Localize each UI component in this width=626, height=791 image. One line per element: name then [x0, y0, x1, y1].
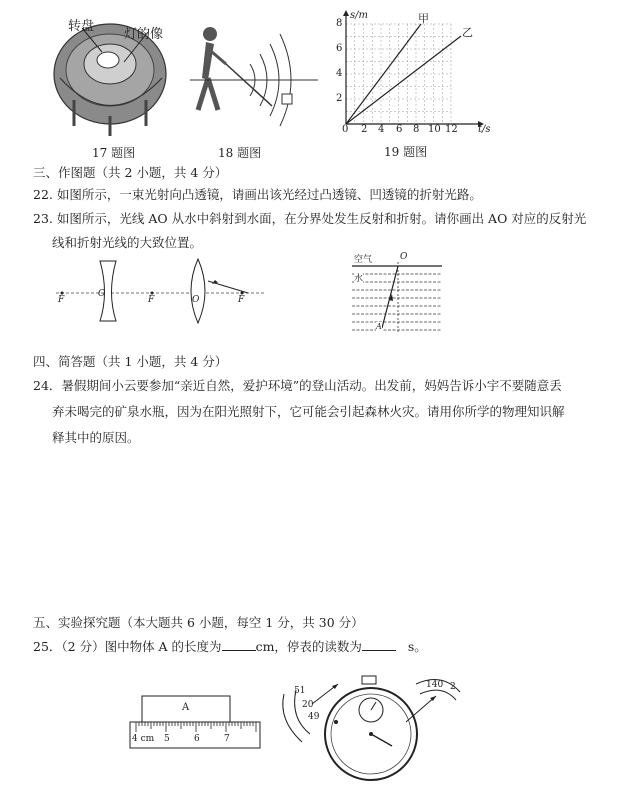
- series-jia-label: 甲: [418, 12, 429, 25]
- x-tick-0: 0: [342, 124, 349, 135]
- fig17-caption: 17 题图: [92, 146, 136, 160]
- water-surface-svg: [352, 256, 444, 334]
- stopwatch-scale-20: 20: [302, 700, 314, 710]
- figure-17: [52, 8, 172, 138]
- question-23-line2: 线和折射光线的大致位置。: [52, 235, 203, 250]
- y-tick-6: 6: [336, 43, 343, 54]
- series-yi-label: 乙: [462, 26, 473, 39]
- water-label-water: 水: [354, 271, 363, 284]
- blind-walker-illustration: [190, 20, 320, 140]
- stopwatch-scale-140: 140: [426, 680, 444, 690]
- water-diagram: [352, 252, 444, 334]
- stopwatch-scale-2: 2: [450, 682, 456, 692]
- lens-label-o2: O: [192, 295, 200, 305]
- x-tick-4: 4: [378, 124, 385, 135]
- y-tick-2: 2: [336, 93, 343, 104]
- x-tick-6: 6: [396, 124, 403, 135]
- x-axis-label: t/s: [478, 124, 491, 135]
- stopwatch-figure: [276, 672, 466, 787]
- ruler-tick-6: 6: [194, 734, 200, 744]
- y-axis-label: s/m: [350, 10, 368, 21]
- y-tick-8: 8: [336, 18, 343, 29]
- question-22: 22. 如图所示，一束光射向凸透镜，请画出该光经过凸透镜、凹透镜的折射光路。: [33, 187, 482, 202]
- label-turntable: 转盘: [68, 19, 95, 34]
- fig18-caption: 18 题图: [218, 146, 262, 160]
- figure-18: [190, 20, 320, 140]
- ruler-tick-4: 4 cm: [132, 734, 155, 744]
- question-25-unit2: s。: [407, 639, 427, 654]
- ruler-figure: [128, 692, 263, 752]
- lens-label-o1: O: [98, 289, 106, 299]
- water-label-o: O: [400, 252, 408, 262]
- water-label-air: 空气: [354, 255, 373, 265]
- x-tick-12: 12: [445, 124, 458, 135]
- question-25-prefix: 25．（2 分）图中物体 A 的长度为: [33, 639, 222, 654]
- stopwatch-scale-51: 51: [294, 686, 306, 696]
- section4-heading: 四、简答题（共 1 小题，共 4 分）: [33, 354, 228, 369]
- question-24-line1: 24．暑假期间小云要参加“亲近自然，爱护环境”的登山活动。出发前，妈妈告诉小宇不要随意丢: [33, 378, 562, 393]
- question-24-line2: 弃未喝完的矿泉水瓶，因为在阳光照射下，它可能会引起森林火灾。请用你所学的物理知识解: [52, 404, 565, 419]
- lens-label-f1: F: [58, 295, 65, 305]
- x-tick-8: 8: [413, 124, 420, 135]
- question-25-unit1: cm，停表的读数为: [255, 639, 362, 654]
- question-25: [33, 638, 427, 656]
- water-label-a: A: [376, 322, 382, 331]
- x-tick-2: 2: [361, 124, 368, 135]
- ruler-tick-5: 5: [164, 734, 170, 744]
- st-graph: [330, 10, 500, 140]
- section5-heading: 五、实验探究题（本大题共 6 小题，每空 1 分，共 30 分）: [33, 615, 364, 630]
- x-tick-10: 10: [428, 124, 441, 135]
- stopwatch-scale-49: 49: [308, 712, 320, 722]
- figure-19: [330, 10, 500, 140]
- label-lamp-image: 灯的像: [124, 27, 164, 42]
- lens-diagram: [52, 255, 272, 325]
- y-tick-4: 4: [336, 68, 343, 79]
- answer-blank-length[interactable]: [222, 638, 256, 651]
- ruler-object-a: A: [182, 702, 190, 713]
- ruler-tick-7: 7: [224, 734, 230, 744]
- lens-axis-svg: [52, 255, 272, 325]
- lens-label-f2: F: [148, 295, 155, 305]
- question-23-line1: 23. 如图所示，光线 AO 从水中斜射到水面，在分界处发生反射和折射。请你画出 AO 对应的反射光: [33, 211, 587, 226]
- section3-heading: 三、作图题（共 2 小题，共 4 分）: [33, 165, 228, 180]
- lens-label-f3: F: [238, 295, 245, 305]
- question-24-line3: 释其中的原因。: [52, 430, 140, 445]
- fig19-caption: 19 题图: [384, 145, 428, 159]
- answer-blank-time[interactable]: [362, 638, 396, 651]
